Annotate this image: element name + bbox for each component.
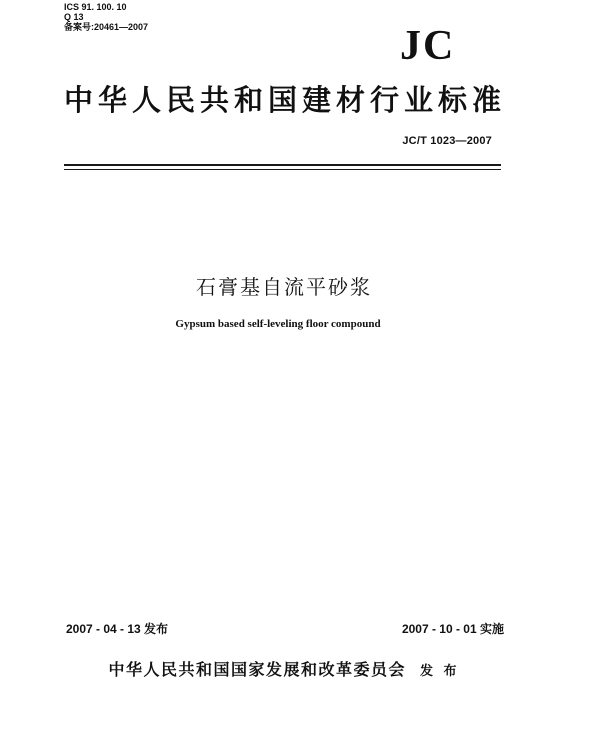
issuing-authority xyxy=(0,657,568,680)
issue-date: 2007 - 04 - 13 发布 xyxy=(66,622,169,636)
ics-code: ICS 91. 100. 10 xyxy=(64,2,127,12)
ccs-code: Q 13 xyxy=(64,12,84,22)
standard-number: JC/T 1023—2007 xyxy=(402,135,492,147)
issuer-action: 发 布 xyxy=(419,664,460,679)
header-rule-thin xyxy=(64,169,501,170)
jc-logo: JC xyxy=(400,23,456,69)
issuer-name: 中华人民共和国国家发展和改革委员会 xyxy=(108,660,406,679)
effective-date: 2007 - 10 - 01 实施 xyxy=(401,622,504,636)
document-title-chinese: 石膏基自流平砂浆 xyxy=(196,275,372,299)
header-rule-thick xyxy=(64,164,501,166)
industry-standard-title: 中华人民共和国建材行业标准 xyxy=(64,83,507,117)
filing-number: 备案号:20461—2007 xyxy=(64,22,149,32)
document-title-english: Gypsum based self-leveling floor compound xyxy=(175,318,381,330)
